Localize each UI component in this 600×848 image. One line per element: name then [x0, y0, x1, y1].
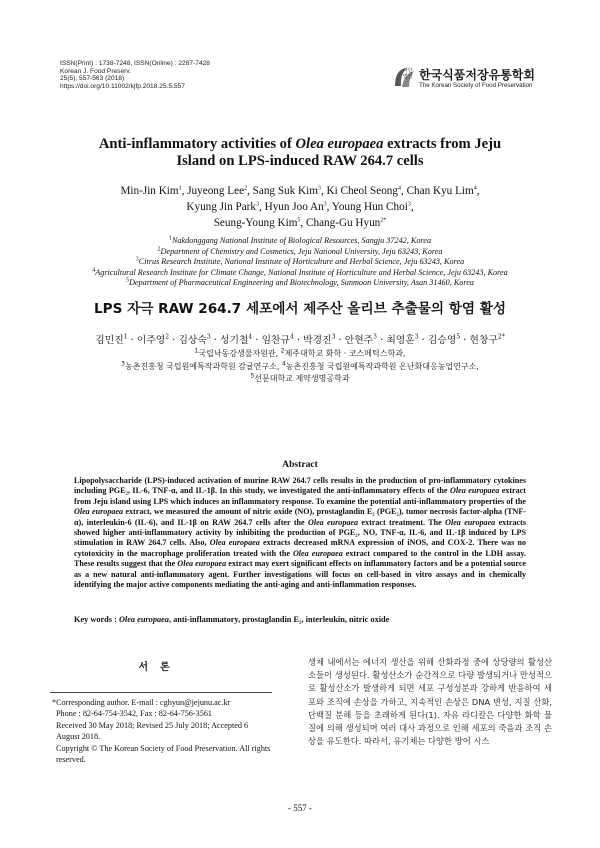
korean-title: LPS 자극 RAW 264.7 세포에서 제주산 올리브 추출물의 항염 활성 [93, 301, 506, 317]
korean-author: 현창구$^{2*}$ [469, 333, 505, 346]
author: Chan Kyu Lim$^4$, [406, 185, 480, 197]
corresponding-author: *Corresponding author. E-mail : cghyun@jejunu.ac.kr [52, 698, 231, 707]
author: Young Hun Choi$^3$, [331, 201, 414, 213]
korean-author: 이주영$^2$ · [136, 333, 179, 346]
footnote [52, 697, 272, 765]
journal-name: Korean J. Food Preserv. [60, 67, 131, 75]
author: Juyeong Lee$^2$, [187, 185, 253, 197]
korean-affiliation: $^3$농촌진흥청 국립원예특작과학원 감귤연구소, [121, 359, 282, 371]
keywords [74, 615, 526, 624]
journal-meta [60, 60, 210, 90]
korean-author: 안현주$^3$ · [344, 333, 387, 346]
affiliation: $^4$Agricultural Research Institute for Climate Change, National Institute of Horticulture and Herbal Science, Jeju 63243, Korea [92, 267, 508, 277]
volume-pages: 25(5), 557-563 (2018) [60, 75, 125, 83]
affiliation: $^5$Department of Pharmaceutical Engineering and Biotechnology, Sunmoon University, Asan 31460, Korea [126, 277, 474, 288]
korean-affiliation: $^4$농촌진흥청 국립원예특작과학원 온난화대응농업연구소, [281, 359, 479, 371]
author: Seung-Young Kim$^5$, [213, 217, 307, 229]
keywords-label: Key words : [74, 615, 119, 624]
korean-author: 김상숙$^3$ · [178, 333, 221, 346]
introduction-text: 생체 내에서는 에너지 생산을 위해 산화과정 중에 상당량의 활성산소들이 생성된다. 활성산소가 순간적으로 다량 발생되거나 만성적으로 활성산소가 발생하게 되면 세포 구성성분과 강하게 반응하여 세포와 조직에 손상을 가하고, 지속적인 손상은 DNA 변성, 지질 산화, 단백질 분해 등을 초래하게 된다(1). 자유 라디칼은 다양한 화학 물질에 의해 생성되며 여러 대사 과정으로 인해 세포의 죽음과 조직 손상을 유도한다. 따라서, 유기체는 다양한 방어 시스 [308, 657, 552, 747]
korean-author: 성기철$^4$ · [220, 333, 262, 346]
author: Kyung Jin Park$^3$, [186, 201, 265, 213]
keyword-species: Olea europaea [118, 615, 169, 624]
affiliation-list [30, 236, 570, 289]
paper-title: Anti-inflammatory activities of Olea europaea extracts from Jeju Island on LPS-induced RAW 264.7 cells [98, 136, 502, 169]
korean-author: 최영훈$^3$ · [386, 333, 428, 346]
author: Ki Cheol Seong$^4$, [326, 185, 407, 197]
introduction-heading: 서론 [138, 662, 182, 673]
author-list [40, 183, 560, 231]
author: Chang-Gu Hyun$^{2*}$ [306, 217, 387, 229]
society-name-english: The Korean Society of Food Preservation [419, 82, 533, 89]
korean-affiliation: $^5$선문대학교 제약생명공학과 [250, 372, 350, 384]
keyword-list: , anti-inflammatory, prostaglandin E₂, interleukin, nitric oxide [168, 615, 390, 624]
korean-author: 박경진$^3$ · [303, 333, 345, 346]
abstract-body [74, 476, 526, 590]
abstract-heading: Abstract [282, 459, 318, 470]
korean-affiliation: $^1$국립낙동강생물자원관, [194, 347, 281, 358]
affiliation: $^3$Citrus Research Institute, National Institute of Horticulture and Herbal Science, Jeju 63243, Korea [135, 256, 465, 267]
received-dates: Received 30 May 2018; Revised 25 July 2018; Accepted 6 August 2018. [56, 720, 249, 742]
korean-author-list [40, 334, 560, 348]
doi-link[interactable]: https://doi.org/10.11002/kjfp.2018.25.5.557 [60, 82, 185, 90]
korean-author: 임찬규$^4$ · [261, 333, 304, 346]
korean-author: 김승영$^5$ · [427, 333, 470, 346]
society-name-korean: 한국식품저장유통학회 [419, 68, 535, 82]
abstract-text: Lipopolysaccharide (LPS)-induced activation of murine RAW 264.7 cells results in the production of pro-inflammatory cytokines including PGE₂, IL-6, TNF-α, and IL-1β. In this study, we investigated the anti-inflammatory effects of the Olea europaea extract from Jeju island using LPS which induces an inflammatory response. To examine the potential anti-inflammatory properties of the Olea europaea extract, we measured the amount of nitric oxide (NO), prostaglandin E₂ (PGE₂), tumor necrosis factor-alpha (TNF-α), interleukin-6 (IL-6), and IL-1β on RAW 264.7 cells after the Olea europaea extract treatment. The Olea europaea extracts showed higher anti-inflammatory activity by inhibiting the production of PGE₂, NO, TNF-α, IL-6, and IL-1β induced by LPS stimulation in RAW 264.7 cells. Also, Olea europaea extracts decreased mRNA expression of iNOS, and COX-2. There was no cytotoxicity in the macrophage proliferation treated with the Olea europaea extract compared to the control in the LDH assay. These results suggest that the Olea europaea extract may exert significant effects on inflammatory factors and be a potential source as a new natural anti-inflammatory agent. Further investigations will focus on cell-based in vitro assays and in chemically identifying the major active components mediating the anti-aging and anti-inflammation responses. [74, 476, 527, 590]
korean-author: 김민진$^1$ · [95, 333, 137, 346]
author: Hyun Joo An$^3$, [264, 201, 332, 213]
affiliation: $^2$Department of Chemistry and Cosmetics, Jeju National University, Jeju 63243, Korea [157, 245, 443, 256]
logo-small-text: 사단 법인 [403, 68, 413, 80]
footnote-divider [50, 692, 272, 693]
affiliation: $^1$Nakdonggang National Institute of Biological Resources, Sangju 37242, Korea [168, 235, 432, 245]
page-number: - 557 - [288, 803, 312, 813]
issn-line: ISSN(Print) : 1738-7248, ISSN(Online) : 2287-7428 [60, 60, 210, 67]
korean-affiliation: $^2$제주대학교 화학 · 코스메틱스학과, [280, 347, 406, 358]
author: Min-Jin Kim$^1$, [120, 185, 188, 197]
copyright: Copyright © The Korean Society of Food Preservation. All rights reserved. [56, 743, 271, 765]
korean-affiliation-list [40, 348, 560, 386]
author: Sang Suk Kim$^3$, [252, 185, 327, 197]
contact-phone: Phone : 82-64-754-3542, Fax : 82-64-756-3561 [56, 709, 213, 719]
society-logo [392, 64, 552, 94]
